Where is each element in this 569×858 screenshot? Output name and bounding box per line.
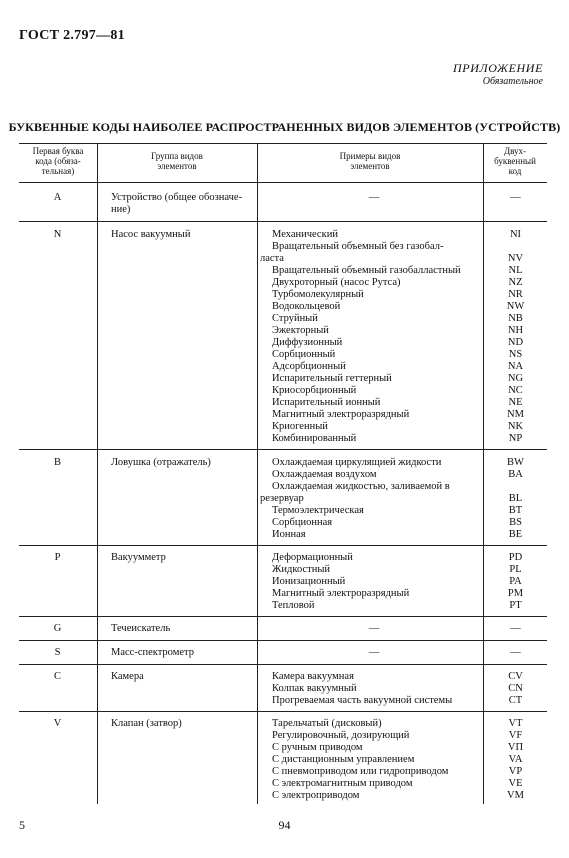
row-letter: B	[53, 457, 61, 468]
row-group: Ловушка (отражатель)	[111, 457, 211, 468]
row-examples: Тарельчатый (дисковый) Регулировочный, дозирующий С ручным приводом С дистанционным управлением С пневмоприводом или гидроприводом С электромагнитным приводом С электроприводом	[272, 718, 449, 801]
row-letter: V	[53, 718, 62, 729]
row-separator	[19, 221, 547, 222]
row-letter: A	[53, 192, 62, 203]
row-examples: Охлаждаемая циркулящией жидкости Охлаждаемая воздухом Охлаждаемая жидкостью, заливаемой в резервуар Термоэлектрическая Сорбционная Ионная	[260, 457, 450, 540]
row-examples: Камера вакуумная Колпак вакуумный Прогреваемая часть вакуумной системы	[272, 671, 453, 706]
row-letter: P	[54, 552, 61, 563]
row-letter: C	[53, 671, 61, 682]
row-codes: BW BA BL BT BS BE	[507, 457, 524, 540]
row-group: Вакуумметр	[111, 552, 166, 563]
col-header-code: Двух- буквенный код	[494, 146, 536, 176]
document-title: БУКВЕННЫЕ КОДЫ НАИБОЛЕЕ РАСПРОСТРАНЕННЫХ ВИДОВ ЭЛЕМЕНТОВ (УСТРОЙСТВ)	[8, 120, 561, 134]
row-letter: N	[53, 229, 62, 240]
row-separator	[19, 711, 547, 712]
body-divider-2	[257, 182, 258, 804]
row-codes: CV CN CT	[508, 671, 523, 706]
row-code: —	[510, 192, 521, 203]
row-letter: S	[54, 647, 61, 658]
table-header-rule	[19, 182, 547, 183]
row-letter: G	[53, 623, 62, 634]
row-examples: Деформационный Жидкостный Ионизационный Магнитный электроразрядный Тепловой	[272, 552, 410, 611]
row-separator	[19, 545, 547, 546]
row-separator	[19, 616, 547, 617]
row-separator	[19, 449, 547, 450]
body-divider-1	[97, 182, 98, 804]
table-top-rule	[19, 143, 547, 144]
row-group: Камера	[111, 671, 144, 682]
row-group: Насос вакуумный	[111, 229, 191, 240]
row-separator	[19, 664, 547, 665]
col-header-group: Группа видов элементов	[151, 151, 203, 171]
col-header-examples: Примеры видов элементов	[339, 151, 401, 171]
row-code: —	[510, 647, 521, 658]
row-codes: VT VF VП VA VP VE VM	[507, 718, 524, 801]
row-codes: NI NV NL NZ NR NW NB NH ND NS NA NG NC NE NM NK NP	[506, 229, 525, 444]
row-separator	[19, 640, 547, 641]
row-code: —	[510, 623, 521, 634]
col-header-first-letter: Первая буква кода (обяза- тельная)	[32, 146, 84, 176]
row-group: Устройство (общее обозначе- ние)	[111, 192, 243, 215]
page-number: 94	[278, 818, 291, 832]
appendix-title: ПРИЛОЖЕНИЕ	[453, 61, 543, 75]
standard-number: ГОСТ 2.797—81	[19, 28, 125, 43]
row-codes: PD PL PA PM PT	[507, 552, 524, 611]
row-group: Масс-спектрометр	[111, 647, 195, 658]
appendix-label	[453, 62, 543, 88]
appendix-note: Обязательное	[482, 76, 543, 87]
row-examples: —	[368, 623, 380, 634]
row-examples: Механический Вращательный объемный без газобал- ласта Вращательный объемный газобалластный Двухроторный (насос Рутса) Турбомолекулярный Водокольцевой Струйный Эжекторный Диффузионный Сорбционный Адсорбционный Испарительный геттерный Криосорбционный Испарительный ионный Магнитный электроразрядный Криогенный Комбинированный	[260, 229, 461, 444]
row-group: Клапан (затвор)	[111, 718, 182, 729]
row-examples: —	[368, 647, 380, 658]
body-divider-3	[483, 182, 484, 804]
row-group: Течеискатель	[111, 623, 171, 634]
row-examples: —	[368, 192, 380, 203]
page-marker: 5	[19, 818, 25, 832]
